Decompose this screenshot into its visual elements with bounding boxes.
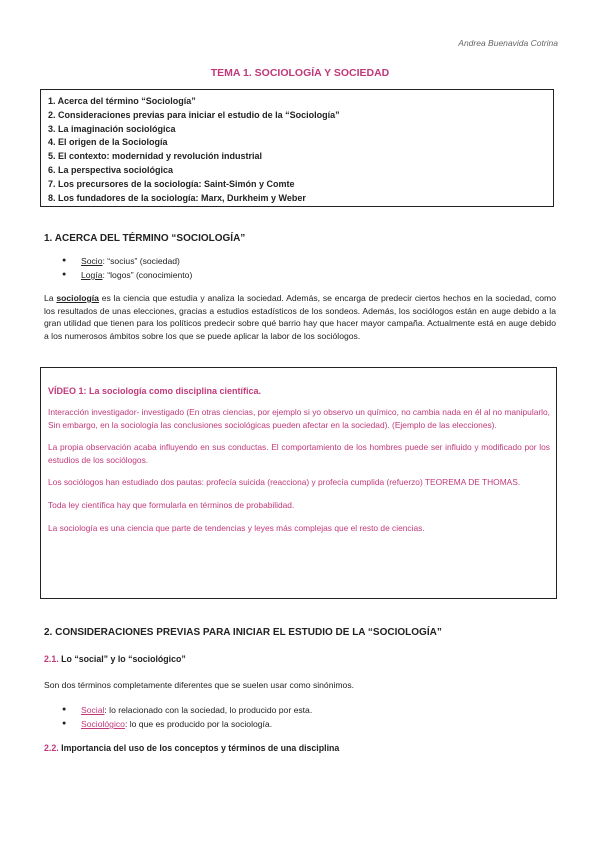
bullet-text: : lo relacionado con la sociedad, lo producido por esta. (104, 705, 313, 715)
paragraph-text: es la ciencia que estudia y analiza la sociedad. Además, se encarga de predecir ciertos hechos en la sociedad, como los resultados de unas elecciones, gracias a estudios estadísticos de los sondeos. Además, los sociólogos están en auge debido a la gran utilidad que tienen para los políticos predecir sobre qué barrio hay que hacer mayor campaña. Actualmente está en auge debido a los numerosos ámbitos sobre los que se puede aplicar la labor de los sociólogos. (44, 293, 556, 341)
section-2-paragraph: Son dos términos completamente diferentes que se suelen usar como sinónimos. (44, 680, 355, 690)
subsection-title: Importancia del uso de los conceptos y términos de una disciplina (58, 743, 340, 753)
toc-item: 4. El origen de la Sociología (48, 137, 168, 148)
list-item (62, 717, 312, 731)
video-paragraph: Interacción investigador- investigado (En otras ciencias, por ejemplo si yo observo un químico, no cambia nada en él al no manipularlo, Sin embargo, en la sociología las conclusiones sociológicas pueden afectar en la sociedad). (Ejemplo de las elecciones). (48, 407, 550, 430)
subsection-title: Lo “social” y lo “sociológico” (58, 654, 186, 664)
toc-item: 2. Consideraciones previas para iniciar el estudio de la “Sociología” (48, 109, 340, 120)
bullet-term: Socio (81, 256, 103, 266)
list-item (62, 254, 192, 268)
video-title: VÍDEO 1: La sociología como disciplina científica. (48, 386, 262, 396)
section-1-bullet-list (62, 254, 192, 282)
video-paragraph: La sociología es una ciencia que parte de tendencias y leyes más complejas que el resto de ciencias. (48, 522, 425, 533)
bullet-term: Logía (81, 270, 103, 280)
toc-item: 1. Acerca del término “Sociología” (48, 96, 196, 106)
video-paragraph: Los sociólogos han estudiado dos pautas: profecía suicida (reacciona) y profecía cumplida (refuerzo) TEOREMA DE THOMAS. (48, 477, 521, 488)
subsection-2-2-heading (44, 743, 339, 753)
section-1-paragraph (44, 292, 556, 342)
list-item (62, 703, 312, 717)
toc-item: 3. La imaginación sociológica (48, 123, 176, 134)
video-box (40, 367, 557, 599)
table-of-contents (40, 89, 554, 207)
subsection-number: 2.2. (44, 743, 59, 753)
bullet-text: : “socius” (sociedad) (102, 256, 180, 266)
key-term: sociología (56, 293, 99, 303)
subsection-number: 2.1. (44, 654, 59, 664)
section-2-bullet-list (62, 703, 312, 731)
toc-item: 5. El contexto: modernidad y revolución industrial (48, 151, 263, 162)
bullet-icon: ● (62, 720, 67, 727)
bullet-icon: ● (62, 271, 67, 278)
list-item (62, 268, 192, 282)
subsection-2-1-heading (44, 654, 186, 664)
bullet-icon: ● (62, 706, 67, 713)
section-1-heading: 1. ACERCA DEL TÉRMINO “SOCIOLOGÍA” (44, 233, 246, 244)
bullet-text: : “logos” (conocimiento) (102, 270, 193, 280)
video-paragraph: Toda ley científica hay que formularla en términos de probabilidad. (48, 499, 295, 510)
bullet-text: : lo que es producido por la sociología. (124, 719, 273, 729)
toc-item: 6. La perspectiva sociológica (48, 164, 174, 175)
section-2-heading: 2. CONSIDERACIONES PREVIAS PARA INICIAR EL ESTUDIO DE LA “SOCIOLOGÍA” (44, 627, 442, 638)
bullet-icon: ● (62, 257, 67, 264)
bullet-term: Social (81, 705, 105, 715)
page-title: TEMA 1. SOCIOLOGÍA Y SOCIEDAD (210, 67, 390, 79)
author-name: Andrea Buenavida Cotrina (458, 38, 558, 48)
toc-item: 7. Los precursores de la sociología: Saint-Simón y Comte (48, 178, 295, 189)
toc-item: 8. Los fundadores de la sociología: Marx, Durkheim y Weber (48, 192, 306, 203)
paragraph-text: La (44, 293, 57, 303)
bullet-term: Sociológico (81, 719, 125, 729)
video-paragraph: La propia observación acaba influyendo en sus conductas. El comportamiento de los hombres puede ser influido y modificado por los estudios de los sociólogos. (48, 442, 550, 465)
